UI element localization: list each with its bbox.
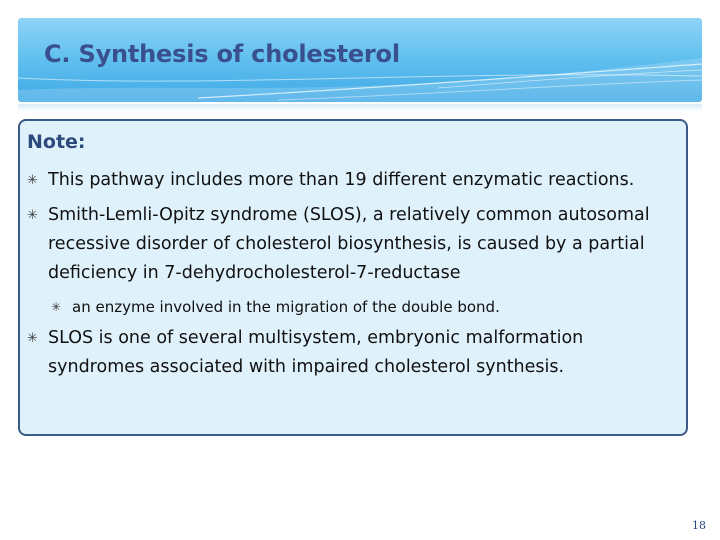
asterisk-bullet-icon: ✳ — [27, 208, 38, 223]
sub-bullet-text: an enzyme involved in the migration of the double bond. — [72, 298, 500, 316]
sub-bullet-list — [48, 296, 676, 318]
asterisk-bullet-icon: ✳ — [51, 300, 62, 314]
slide-title: C. Synthesis of cholesterol — [44, 40, 400, 68]
bullet-item — [26, 166, 676, 195]
asterisk-bullet-icon: ✳ — [27, 331, 38, 346]
title-underline-bar — [18, 104, 702, 112]
sub-bullet-item — [48, 296, 676, 318]
bullet-text: SLOS is one of several multisystem, embryonic malformation syndromes associated with impaired cholesterol synthesis. — [48, 328, 584, 377]
bullet-list — [26, 166, 676, 382]
bullet-text: This pathway includes more than 19 different enzymatic reactions. — [48, 170, 635, 190]
page-number: 18 — [692, 519, 706, 532]
note-heading: Note: — [27, 131, 86, 153]
asterisk-bullet-icon: ✳ — [27, 173, 38, 188]
note-content-box — [18, 119, 688, 436]
bullet-text: Smith-Lemli-Opitz syndrome (SLOS), a relatively common autosomal recessive disorder of cholesterol biosynthesis, is caused by a partial deficiency in 7-dehydrocholesterol-7-reductase — [48, 205, 650, 283]
title-banner — [18, 18, 702, 102]
bullet-item — [26, 201, 676, 318]
bullet-item — [26, 324, 676, 382]
